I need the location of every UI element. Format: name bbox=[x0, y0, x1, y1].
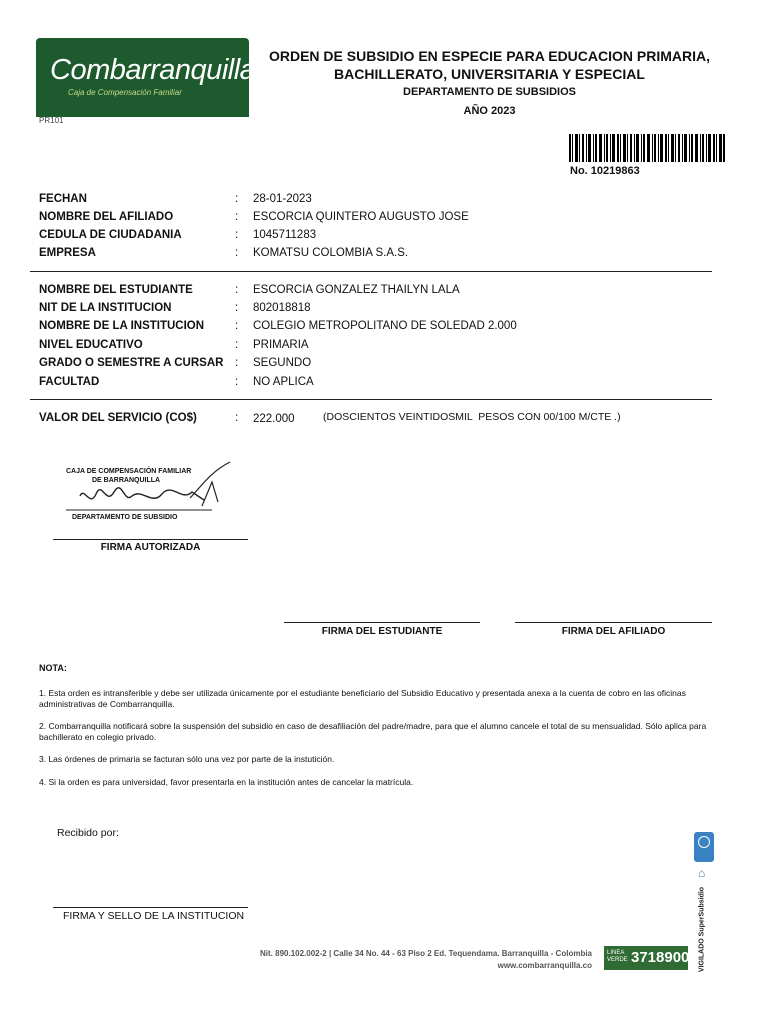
logo-text: Combarranquilla bbox=[50, 54, 256, 86]
field-value: ESCORCIA GONZALEZ THAILYN LALA bbox=[253, 284, 460, 296]
row-facultad bbox=[39, 373, 314, 391]
house-icon: ⌂ bbox=[698, 866, 706, 880]
note-item: 4. Si la orden es para universidad, favor presentarla en la institución antes de cancelar la matrícula. bbox=[39, 777, 414, 787]
field-colon: : bbox=[235, 339, 239, 351]
field-colon: : bbox=[235, 229, 239, 241]
received-by-label: Recibido por: bbox=[57, 827, 119, 839]
field-label: EMPRESA bbox=[39, 247, 96, 259]
field-label: NOMBRE DEL ESTUDIANTE bbox=[39, 284, 193, 296]
field-value: 802018818 bbox=[253, 302, 311, 314]
field-label: NOMBRE DEL AFILIADO bbox=[39, 211, 174, 223]
document-number: No. 10219863 bbox=[570, 165, 640, 177]
signature-line bbox=[515, 622, 712, 623]
row-nit-institucion bbox=[39, 299, 311, 317]
stamp-line3: DEPARTAMENTO DE SUBSIDIO bbox=[72, 514, 178, 521]
logo-tagline: Caja de Compensación Familiar bbox=[68, 88, 182, 97]
field-label: FACULTAD bbox=[39, 376, 100, 388]
field-value: 28-01-2023 bbox=[253, 193, 312, 205]
field-label: NOMBRE DE LA INSTITUCION bbox=[39, 320, 205, 332]
field-value: KOMATSU COLOMBIA S.A.S. bbox=[253, 247, 409, 259]
field-label: FECHAN bbox=[39, 193, 87, 205]
note-item: 2. Combarranquilla notificará sobre la suspensión del subsidio en caso de desafiliación del padre/madre, para que el alumno cancele el total de su mensualidad. Sólo aplica para bachillerato en colegio privado. bbox=[39, 721, 707, 742]
affiliate-signature-label: FIRMA DEL AFILIADO bbox=[561, 626, 666, 637]
supersubsidio-badge bbox=[694, 828, 716, 978]
student-signature-label: FIRMA DEL ESTUDIANTE bbox=[321, 626, 443, 637]
field-value: PRIMARIA bbox=[253, 339, 309, 351]
document-title bbox=[262, 47, 717, 83]
institution-signature-label: FIRMA Y SELLO DE LA INSTITUCION bbox=[63, 910, 245, 922]
authorized-signature-label: FIRMA AUTORIZADA bbox=[100, 542, 201, 553]
field-colon: : bbox=[235, 193, 239, 205]
footer-address: Nit. 890.102.002-2 | Calle 34 No. 44 - 63 Piso 2 Ed. Tequendama. Barranquilla - Colombia bbox=[260, 949, 592, 958]
field-label: GRADO O SEMESTRE A CURSAR bbox=[39, 357, 224, 369]
notes-title: NOTA: bbox=[39, 663, 67, 673]
field-value: 1045711283 bbox=[253, 229, 317, 241]
stamp-line2: DE BARRANQUILLA bbox=[92, 477, 161, 484]
row-empresa bbox=[39, 244, 408, 262]
service-value-label: VALOR DEL SERVICIO (CO$) bbox=[39, 412, 197, 424]
supersubsidio-shield-icon bbox=[694, 832, 714, 862]
title-line2: BACHILLERATO, UNIVERSITARIA Y ESPECIAL bbox=[334, 66, 645, 82]
vigilado-text: VIGILADO SuperSubsidio bbox=[698, 886, 706, 973]
year-heading: AÑO 2023 bbox=[463, 105, 516, 117]
field-value: SEGUNDO bbox=[253, 357, 312, 369]
note-item: 3. Las órdenes de primaria se facturan sólo una vez por parte de la instutición. bbox=[39, 754, 335, 764]
service-value-amount: 222.000 bbox=[253, 413, 295, 425]
stamp-line1: CAJA DE COMPENSACIÓN FAMILIAR bbox=[66, 468, 192, 475]
field-colon: : bbox=[235, 247, 239, 259]
field-value: NO APLICA bbox=[253, 376, 314, 388]
field-colon: : bbox=[235, 284, 239, 296]
linea-verde-badge bbox=[604, 946, 688, 970]
row-fechan bbox=[39, 190, 312, 208]
field-colon: : bbox=[235, 376, 239, 388]
title-line1: ORDEN DE SUBSIDIO EN ESPECIE PARA EDUCACION PRIMARIA, bbox=[268, 48, 711, 64]
footer-website: www.combarranquilla.co bbox=[497, 961, 592, 970]
linea-verde-number: 3718900 bbox=[631, 949, 690, 966]
row-nombre-estudiante bbox=[39, 281, 460, 299]
field-colon: : bbox=[235, 357, 239, 369]
row-nivel-educativo bbox=[39, 336, 309, 354]
note-item: 1. Esta orden es intransferible y debe ser utilizada únicamente por el estudiante beneficiario del Subsidio Educativo y presentada anexa a la cuenta de cobro en las oficinas administrativas de Combarranquilla. bbox=[39, 688, 686, 709]
footer-address-block bbox=[230, 948, 592, 972]
section-divider bbox=[30, 271, 712, 272]
signature-line bbox=[53, 907, 248, 908]
field-label: NIVEL EDUCATIVO bbox=[39, 339, 143, 351]
section-divider bbox=[30, 399, 712, 400]
field-colon: : bbox=[235, 320, 239, 332]
field-label: NIT DE LA INSTITUCION bbox=[39, 302, 172, 314]
signature-line bbox=[284, 622, 480, 623]
row-cedula bbox=[39, 226, 316, 244]
field-value: COLEGIO METROPOLITANO DE SOLEDAD 2.000 bbox=[253, 320, 517, 332]
service-value-words: (DOSCIENTOS VEINTIDOSMIL PESOS CON 00/100 M/CTE .) bbox=[323, 411, 621, 423]
department-heading: DEPARTAMENTO DE SUBSIDIOS bbox=[403, 86, 576, 98]
field-label: CEDULA DE CIUDADANIA bbox=[39, 229, 182, 241]
row-nombre-afiliado bbox=[39, 208, 469, 226]
row-nombre-institucion bbox=[39, 317, 517, 335]
row-grado bbox=[39, 354, 311, 372]
field-value: ESCORCIA QUINTERO AUGUSTO JOSE bbox=[253, 211, 469, 223]
combarranquilla-logo bbox=[36, 38, 256, 117]
field-colon: : bbox=[235, 211, 239, 223]
field-colon: : bbox=[235, 412, 239, 424]
field-colon: : bbox=[235, 302, 239, 314]
signature-line bbox=[53, 539, 248, 540]
authorization-stamp bbox=[62, 458, 242, 526]
linea-verde-label: LINEA VERDE bbox=[607, 950, 628, 963]
barcode-icon bbox=[569, 134, 725, 162]
form-code: PR101 bbox=[39, 116, 64, 125]
